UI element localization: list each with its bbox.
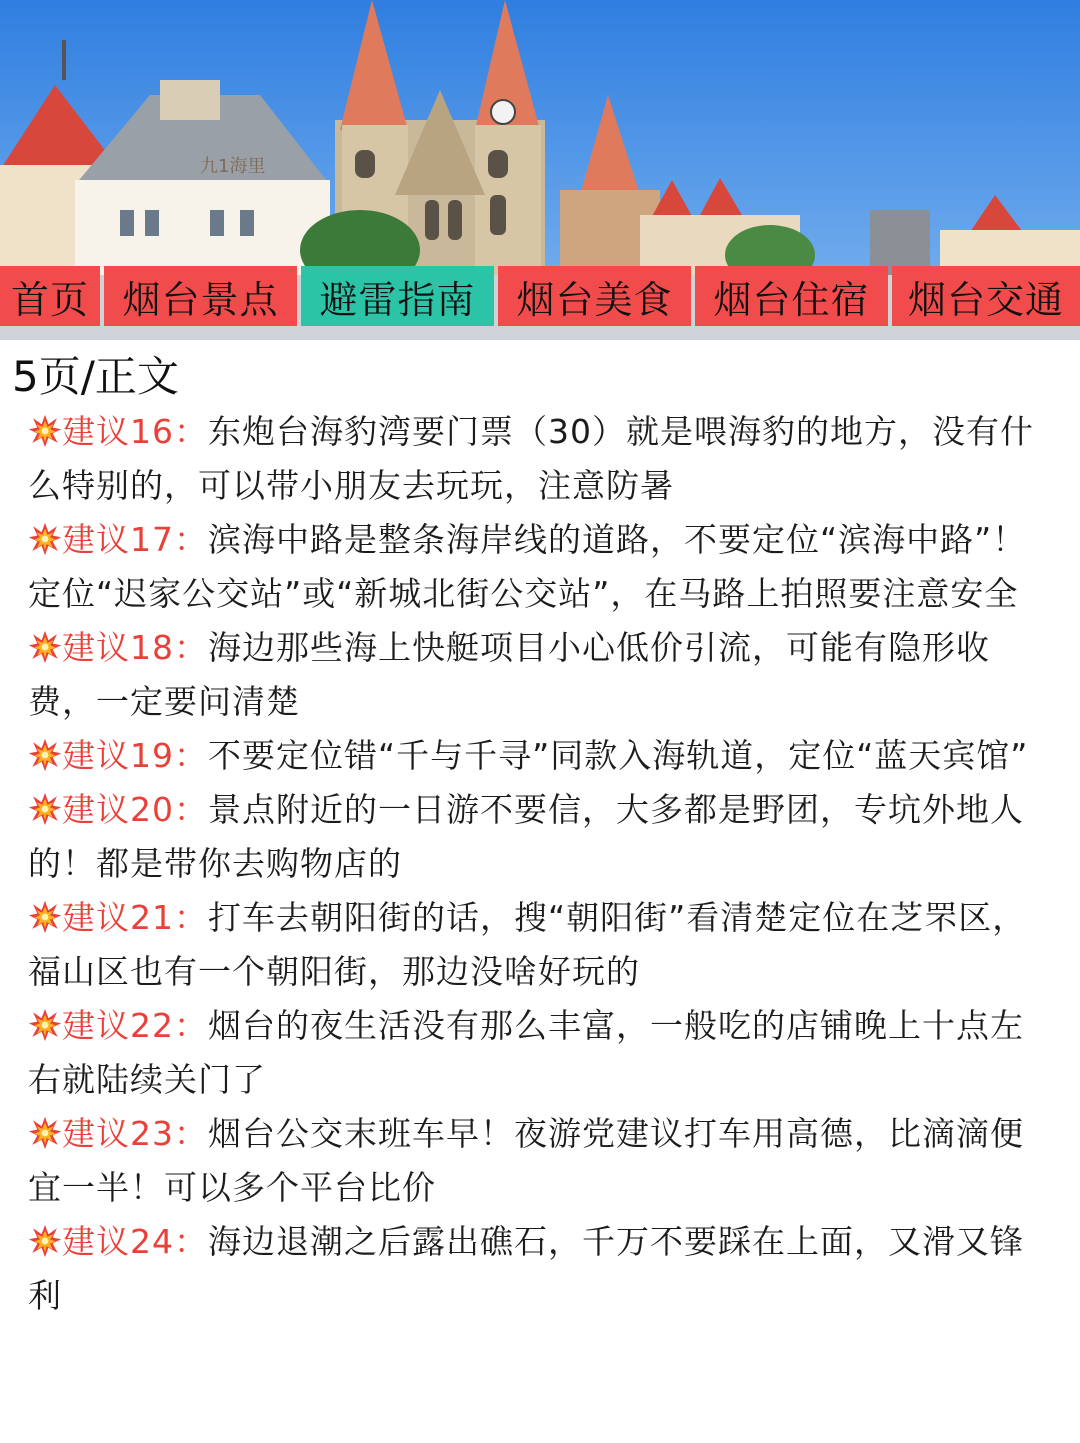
tab-attractions[interactable]: 烟台景点 (104, 266, 297, 326)
tip-text: 滨海中路是整条海岸线的道路，不要定位“滨海中路”！定位“迟家公交站”或“新城北街公交站”，在马路上拍照要注意安全 (28, 520, 1027, 613)
tip-item (28, 405, 1048, 513)
tip-label: 建议16： (62, 412, 208, 451)
burst-icon (28, 630, 62, 664)
burst-icon (28, 792, 62, 826)
tip-text: 海边退潮之后露出礁石，千万不要踩在上面，又滑又锋利 (28, 1222, 1024, 1315)
tip-label: 建议17： (62, 520, 208, 559)
tip-label: 建议23： (62, 1114, 208, 1153)
tip-label: 建议24： (62, 1222, 208, 1261)
tip-item (28, 783, 1048, 891)
tab-food[interactable]: 烟台美食 (498, 266, 691, 326)
tip-item (28, 621, 1048, 729)
tip-text: 烟台的夜生活没有那么丰富，一般吃的店铺晚上十点左右就陆续关门了 (28, 1006, 1024, 1099)
tip-text: 东炮台海豹湾要门票（30）就是喂海豹的地方，没有什么特别的，可以带小朋友去玩玩，注意防暑 (28, 412, 1034, 505)
tab-home[interactable]: 首页 (0, 266, 100, 326)
tip-item (28, 1215, 1048, 1323)
burst-icon (28, 414, 62, 448)
tip-label: 建议18： (62, 628, 208, 667)
burst-icon (28, 738, 62, 772)
tip-text: 打车去朝阳街的话，搜“朝阳街”看清楚定位在芝罘区，福山区也有一个朝阳街，那边没啥好玩的 (28, 898, 1027, 991)
page-title: 5页/正文 (12, 352, 179, 401)
tip-text: 不要定位错“千与千寻”同款入海轨道，定位“蓝天宾馆” (208, 736, 1029, 775)
tip-item (28, 513, 1048, 621)
tip-item (28, 1107, 1048, 1215)
tip-text: 景点附近的一日游不要信，大多都是野团，专坑外地人的！都是带你去购物店的 (28, 790, 1024, 883)
tab-lodging[interactable]: 烟台住宿 (695, 266, 888, 326)
category-tab-bar (0, 266, 1080, 326)
burst-icon (28, 1008, 62, 1042)
burst-icon (28, 1224, 62, 1258)
tip-label: 建议22： (62, 1006, 208, 1045)
tip-item (28, 729, 1048, 783)
tip-item (28, 999, 1048, 1107)
tab-transport[interactable]: 烟台交通 (892, 266, 1080, 326)
tip-label: 建议20： (62, 790, 208, 829)
tip-label: 建议21： (62, 898, 208, 937)
burst-icon (28, 522, 62, 556)
tip-label: 建议19： (62, 736, 208, 775)
tip-text: 海边那些海上快艇项目小心低价引流，可能有隐形收费，一定要问清楚 (28, 628, 990, 721)
tips-list (28, 405, 1048, 1323)
burst-icon (28, 1116, 62, 1150)
burst-icon (28, 900, 62, 934)
tip-text: 烟台公交末班车早！夜游党建议打车用高德，比滴滴便宜一半！可以多个平台比价 (28, 1114, 1024, 1207)
hero-sign: 九1海里 (200, 156, 266, 177)
tab-pitfall-guide[interactable]: 避雷指南 (301, 266, 494, 326)
tip-item (28, 891, 1048, 999)
